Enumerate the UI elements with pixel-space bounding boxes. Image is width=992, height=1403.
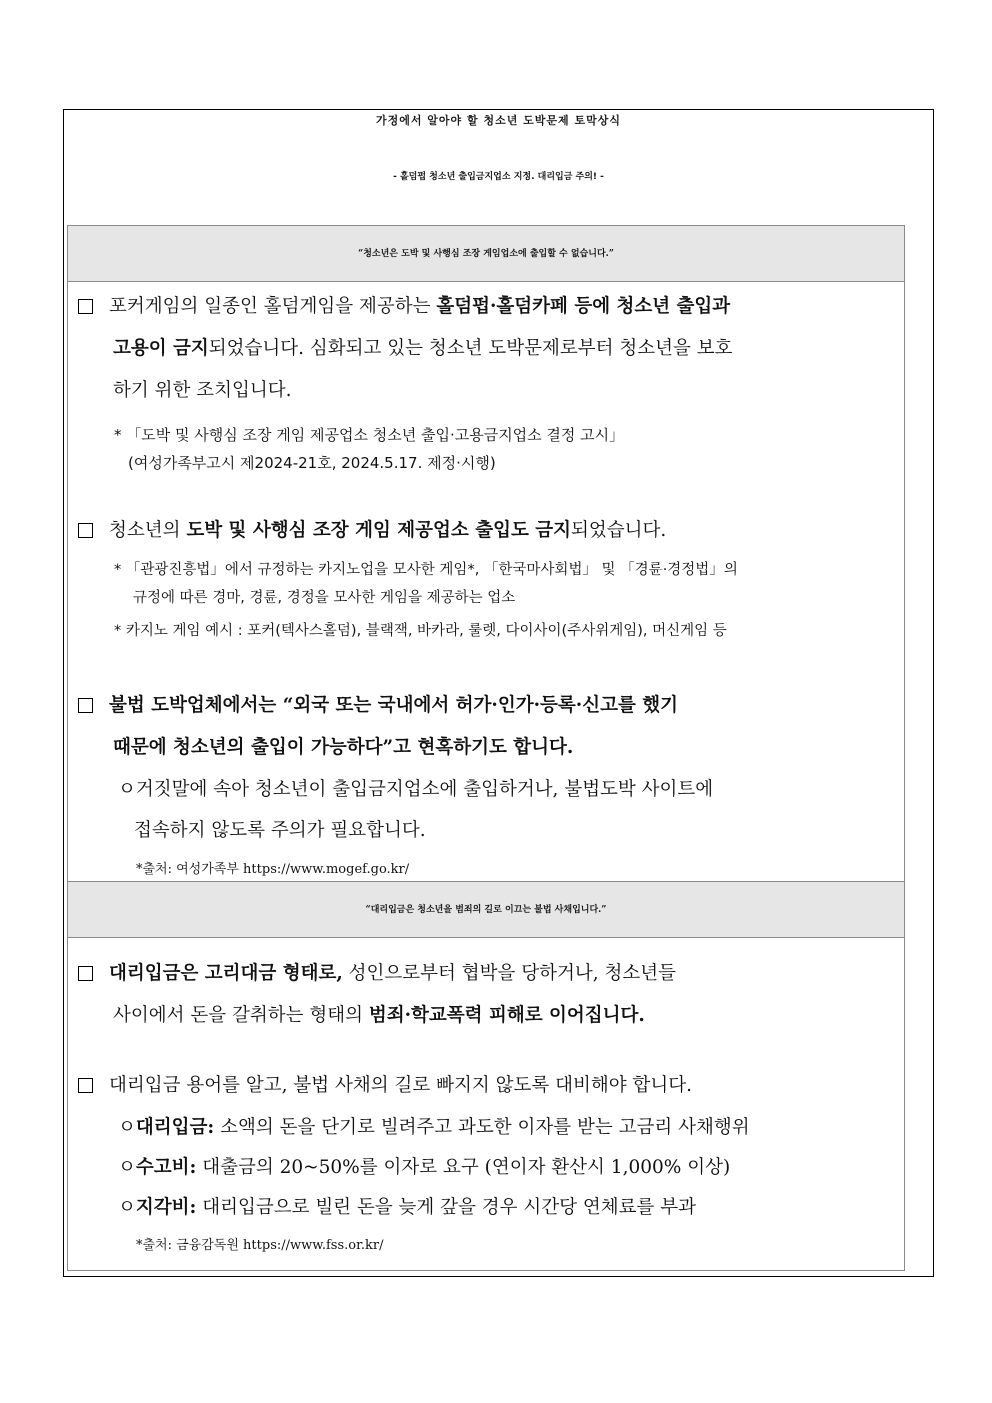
- item3-line2: 때문에 청소년의 출입이 가능하다”고 현혹하기도 합니다.: [113, 737, 574, 758]
- page-title: 가정에서 알아야 할 청소년 도박문제 토막상식: [375, 114, 622, 127]
- term-sugobi: ㅇ수고비: 대출금의 20~50%를 이자로 요구 (연이자 환산시 1,000% 이상): [118, 1157, 731, 1178]
- page-subtitle: - 홀덤펍 청소년 출입금지업소 지정. 대리입금 주의! -: [393, 172, 604, 182]
- item2-note1: * 「관광진흥법」에서 규정하는 카지노업을 모사한 게임*, 「한국마사회법」 및 「경륜·경정법」의: [114, 562, 738, 578]
- item3-sub1: ㅇ거짓말에 속아 청소년이 출입금지업소에 출입하거나, 불법도박 사이트에: [118, 779, 714, 800]
- term-jigakbi: ㅇ지각비: 대리입금으로 빌린 돈을 늦게 갚을 경우 시간당 연체료를 부과: [118, 1197, 697, 1218]
- item1-line1: 포커게임의 일종인 홀덤게임을 제공하는 홀덤펍·홀덤카페 등에 청소년 출입과: [109, 296, 731, 317]
- s2-source: *출처: 금융감독원 https://www.fss.or.kr/: [136, 1238, 384, 1253]
- item2-note3: * 카지노 게임 예시 : 포커(텍사스홀덤), 블랙잭, 바카라, 룰렛, 다이사이(주사위게임), 머신게임 등: [114, 623, 727, 639]
- item3-sub2: 접속하지 않도록 주의가 필요합니다.: [134, 820, 426, 841]
- checkbox-square-icon: [78, 523, 93, 538]
- s2-item2-line1: 대리입금 용어를 알고, 불법 사채의 길로 빠지지 않도록 대비해야 합니다.: [109, 1075, 692, 1096]
- content-box: [67, 225, 905, 1271]
- checkbox-square-icon: [78, 966, 93, 981]
- section1-banner: “청소년은 도박 및 사행심 조장 게임업소에 출입할 수 없습니다.”: [68, 226, 904, 282]
- item3-source: *출처: 여성가족부 https://www.mogef.go.kr/: [136, 862, 410, 877]
- term-daeri-ipgeum: ㅇ대리입금: 소액의 돈을 단기로 빌려주고 과도한 이자를 받는 고금리 사채행위: [118, 1117, 750, 1138]
- checkbox-square-icon: [78, 299, 93, 314]
- s2-item1-line1: 대리입금은 고리대금 형태로, 성인으로부터 협박을 당하거나, 청소년들: [109, 963, 676, 984]
- item1-line3: 하기 위한 조치입니다.: [113, 380, 292, 401]
- item2-line1: 청소년의 도박 및 사행심 조장 게임 제공업소 출입도 금지되었습니다.: [109, 520, 667, 541]
- item1-line2: 고용이 금지되었습니다. 심화되고 있는 청소년 도박문제로부터 청소년을 보호: [113, 338, 733, 359]
- item2-note2: 규정에 따른 경마, 경륜, 경정을 모사한 게임을 제공하는 업소: [133, 590, 516, 606]
- document-frame: [63, 109, 934, 1277]
- s2-item1-line2: 사이에서 돈을 갈취하는 형태의 범죄·학교폭력 피해로 이어집니다.: [113, 1005, 645, 1026]
- checkbox-square-icon: [78, 1078, 93, 1093]
- item1-note2: (여성가족부고시 제2024-21호, 2024.5.17. 제정·시행): [128, 454, 496, 472]
- item3-line1: 불법 도박업체에서는 “외국 또는 국내에서 허가·인가·등록·신고를 했기: [109, 695, 678, 716]
- section2-banner: “대리입금은 청소년을 범죄의 길로 이끄는 불법 사채입니다.”: [68, 881, 904, 938]
- item1-note1: * 「도박 및 사행심 조장 게임 제공업소 청소년 출입·고용금지업소 결정 고시」: [114, 426, 625, 444]
- checkbox-square-icon: [78, 698, 93, 713]
